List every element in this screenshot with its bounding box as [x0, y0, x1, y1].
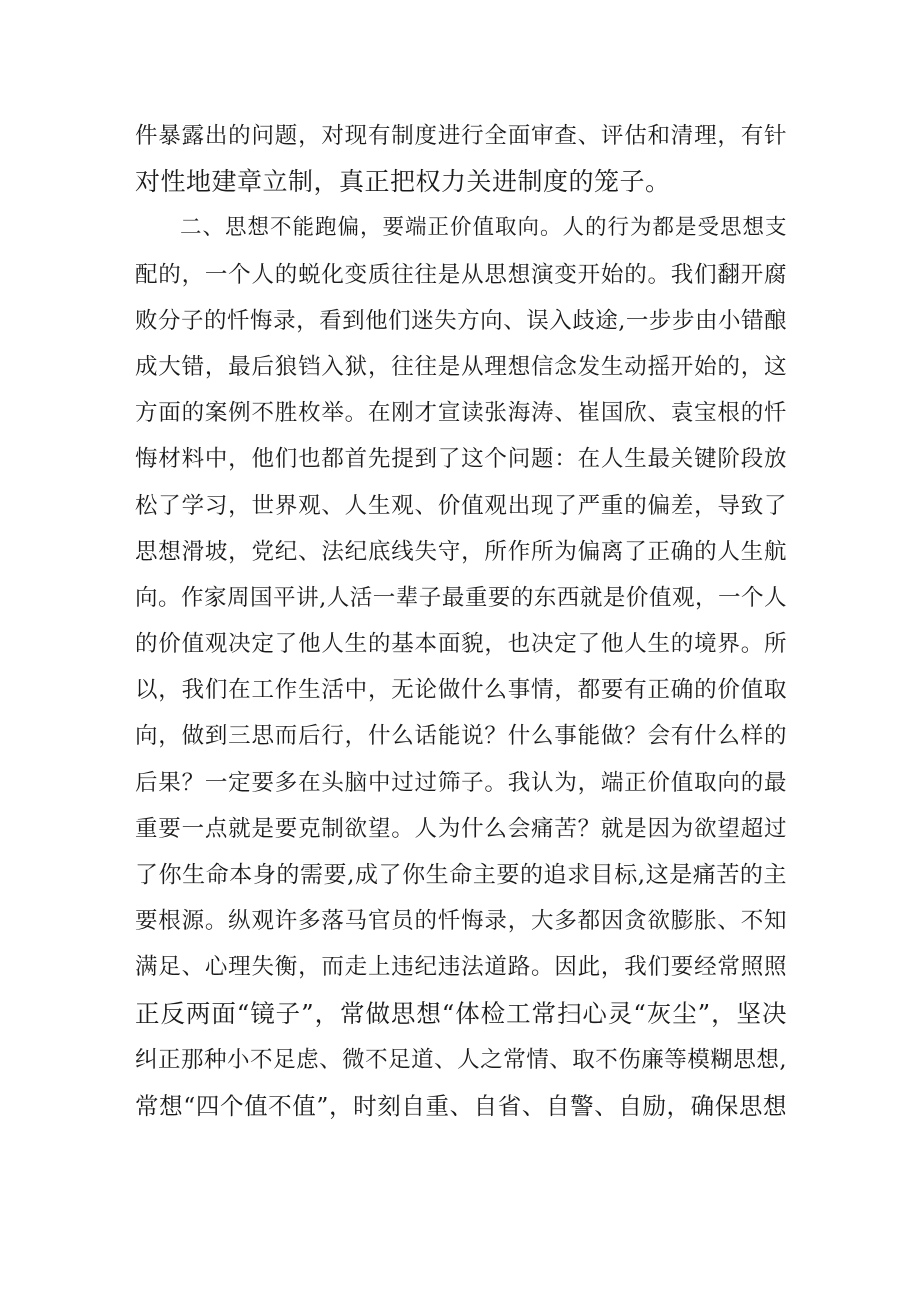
text-line-5: 败分子的忏悔录，看到他们迷失方向、误入歧途,一步步由小错酿	[135, 307, 787, 334]
text-line-20: 正反两面“镜子”，常做思想“体检工常扫心灵“灰尘”，坚决	[135, 998, 787, 1028]
text-line-18: 要根源。纵观许多落马官员的忏悔录，大多都因贪欲膨胀、不知	[135, 908, 787, 935]
text-line-21: 纠正那种小不足虑、微不足道、人之常情、取不伤廉等模糊思想,	[135, 1046, 787, 1073]
text-line-17: 了你生命本身的需要,成了你生命主要的追求目标,这是痛苦的主	[135, 862, 787, 888]
text-line-9: 松了学习，世界观、人生观、价值观出现了严重的偏差，导致了	[135, 492, 787, 519]
text-line-6: 成大错，最后狼铛入狱，往往是从理想信念发生动摇开始的，这	[135, 353, 787, 380]
text-line-14: 向，做到三思而后行，什么话能说？什么事能做？会有什么样的	[135, 723, 787, 750]
text-line-10: 思想滑坡，党纪、法纪底线失守，所作所为偏离了正确的人生航	[135, 538, 787, 565]
text-line-8: 悔材料中，他们也都首先提到了这个问题：在人生最关键阶段放	[135, 446, 787, 473]
text-line-13: 以，我们在工作生活中，无论做什么事情，都要有正确的价值取	[135, 677, 787, 704]
text-line-7: 方面的案例不胜枚举。在刚才宣读张海涛、崔国欣、袁宝根的忏	[135, 400, 787, 427]
body-text	[135, 113, 787, 1129]
text-line-22: 常想“四个值不值”，时刻自重、自省、自警、自励，确保思想	[135, 1091, 787, 1120]
text-line-2: 对性地建章立制，真正把权力关进制度的笼子。	[135, 167, 671, 197]
text-line-1: 件暴露出的问题，对现有制度进行全面审查、评估和清理，有针	[135, 123, 787, 149]
text-line-16: 重要一点就是要克制欲望。人为什么会痛苦？就是因为欲望超过	[135, 815, 787, 842]
text-line-4: 配的，一个人的蜕化变质往往是从思想演变开始的。我们翻开腐	[135, 261, 787, 288]
text-line-3: 二、思想不能跑偏，要端正价值取向。人的行为都是受思想支	[135, 215, 787, 241]
text-line-12: 的价值观决定了他人生的基本面貌，也决定了他人生的境界。所	[135, 631, 787, 658]
text-line-11: 向。作家周国平讲,人活一辈子最重要的东西就是价值观，一个人	[135, 584, 787, 611]
text-line-19: 满足、心理失衡，而走上违纪违法道路。因此，我们要经常照照	[135, 954, 787, 981]
text-line-15: 后果？一定要多在头脑中过过筛子。我认为，端正价值取向的最	[135, 769, 787, 796]
